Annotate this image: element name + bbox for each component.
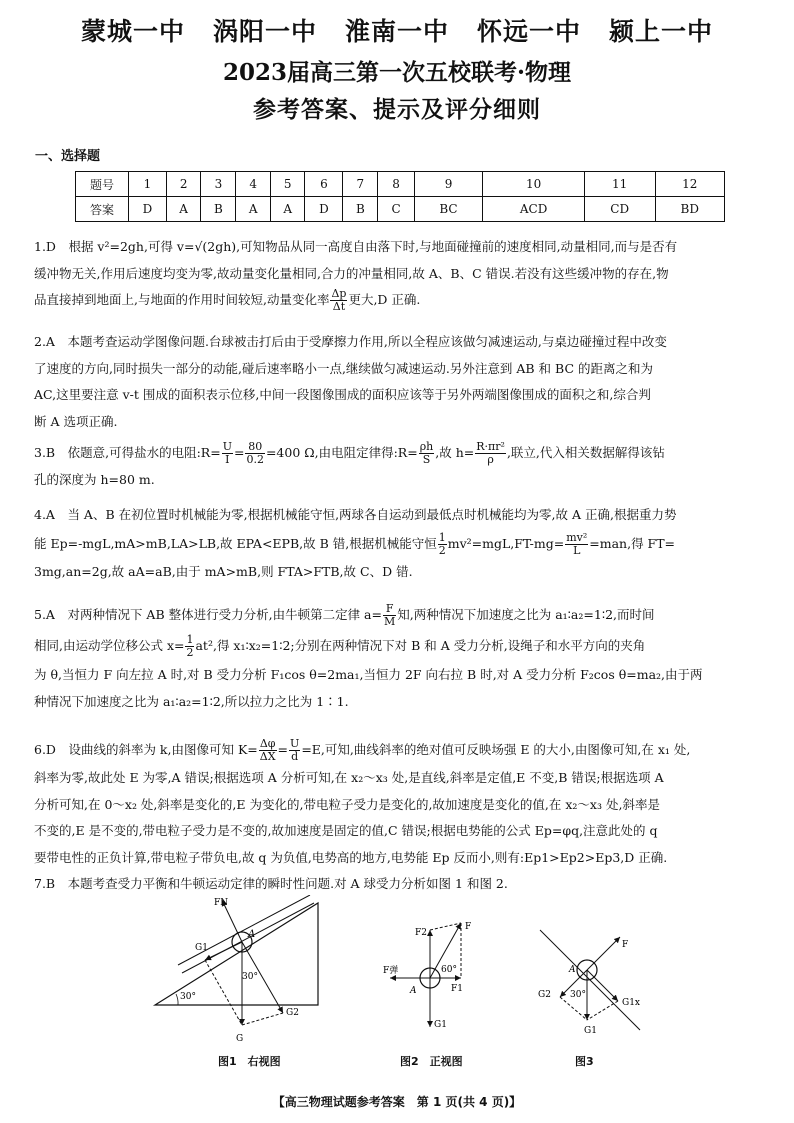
solution-text: 6.D 设曲线的斜率为 k,由图像可知 K= <box>34 742 258 757</box>
fraction <box>438 532 447 557</box>
school-name: 涡阳一中 <box>212 17 317 46</box>
exam-title: 2023届高三第一次五校联考·物理 <box>222 59 572 86</box>
table-row <box>76 172 725 197</box>
solution-text: = <box>233 445 245 460</box>
figure-3-caption: 图3 <box>575 1055 594 1068</box>
fraction <box>185 634 194 659</box>
fraction <box>259 738 277 763</box>
solution-text: ,联立,代入相关数据解得该钻 <box>506 445 665 460</box>
label-f-spring: F弹 <box>383 966 399 976</box>
question-number-cell: 5 <box>270 172 305 197</box>
fraction <box>475 441 506 466</box>
fraction <box>419 441 435 466</box>
solution-line: 缓冲物无关,作用后速度均变为零,故动量变化量相同,合力的冲量相同,故 A、B、C 错误.若没有这些缓冲物的存在,物 <box>34 265 669 281</box>
solution-line: 种情况下加速度之比为 a₁∶a₂=1∶2,所以拉力之比为 1∶1. <box>34 693 349 709</box>
answer-cell: A <box>236 197 271 222</box>
question-number-cell: 6 <box>305 172 343 197</box>
label-g1: G1 <box>434 1020 447 1030</box>
label-f1: F1 <box>451 984 463 994</box>
label-angle: 30° <box>242 972 258 982</box>
numerator: F <box>383 603 396 616</box>
figure-1-caption: 图1 右视图 <box>218 1055 281 1068</box>
question-number-cell: 10 <box>483 172 585 197</box>
denominator: 0.2 <box>246 453 264 466</box>
label-g1: G1 <box>195 943 208 953</box>
page-footer: 【高三物理试题参考答案 第 1 页(共 4 页)】 <box>272 1095 522 1109</box>
answer-cell: D <box>129 197 167 222</box>
question-number-cell: 7 <box>343 172 378 197</box>
solution-line <box>34 529 764 559</box>
dashed-line <box>430 923 461 930</box>
question-number-cell: 4 <box>236 172 271 197</box>
label-a: A <box>569 965 576 975</box>
figure-3-diagram <box>530 925 650 1040</box>
solution-text: mv²=mgL,FT-mg= <box>447 535 565 551</box>
solution-text: ,故 h= <box>435 445 475 460</box>
solution-q6 <box>34 735 764 871</box>
label-g2: G2 <box>286 1008 299 1018</box>
numerator: 1 <box>186 633 194 646</box>
label-angle: 60° <box>441 965 457 975</box>
solution-text: 相同,由运动学位移公式 x= <box>34 638 185 653</box>
solution-line: 7.B 本题考查受力平衡和牛顿运动定律的瞬时性问题.对 A 球受力分析如图 1 和图 2. <box>34 876 508 891</box>
solution-line <box>34 630 764 662</box>
answer-cell: ACD <box>483 197 585 222</box>
numerator: 80 <box>245 441 265 454</box>
dashed-line <box>205 960 242 1025</box>
solution-line <box>34 440 764 467</box>
solution-line <box>34 735 764 765</box>
numerator: Δφ <box>259 737 276 750</box>
solution-line <box>34 600 764 630</box>
solution-line: 不变的,E 是不变的,带电粒子受力是不变的,故加速度是固定的值,C 错误;根据电势能的公式 Ep=φq,注意此处的 q <box>34 823 658 838</box>
solution-line: 为 θ,当恒力 F 向左拉 A 时,对 B 受力分析 F₁cos θ=2ma₁,当恒力 2F 向右拉 B 时,对 A 受力分析 F₂cos θ=ma₂,由于两 <box>34 667 703 682</box>
force-f-arrow <box>587 937 620 970</box>
answer-cell: B <box>201 197 236 222</box>
label-a: A <box>410 986 417 996</box>
label-g1: G1 <box>584 1026 597 1036</box>
label-angle: 30° <box>570 990 586 1000</box>
fraction <box>289 738 300 763</box>
denominator: M <box>384 615 396 628</box>
solution-line: 2.A 本题考查运动学图像问题.台球被击打后由于受摩擦力作用,所以全程应该做匀减速运动,与桌边碰撞过程中改变 <box>34 334 667 349</box>
school-name: 怀远一中 <box>477 17 582 46</box>
label-g: G <box>236 1034 244 1044</box>
school-name: 蒙城一中 <box>80 17 185 46</box>
solution-line: 分析可知,在 0～x₂ 处,斜率是变化的,E 为变化的,带电粒子受力是变化的,故加速度是变化的值,在 x₂～x₃ 处,斜率是 <box>34 796 660 812</box>
solution-line: AC,这里要注意 v-t 围成的面积表示位移,中间一段图像围成的面积应该等于另外两端图像围成的面积之和,综合判 <box>34 387 651 402</box>
table-header-cell: 答案 <box>76 197 129 222</box>
answer-cell: BD <box>655 197 724 222</box>
label-g2: G2 <box>538 990 551 1000</box>
rod-line <box>178 895 310 965</box>
answer-cell: BC <box>414 197 483 222</box>
fraction <box>330 288 347 313</box>
denominator: 2 <box>438 543 446 557</box>
solution-line: 斜率为零,故此处 E 为零,A 错误;根据选项 A 分析可知,在 x₂～x₃ 处,是直线,斜率是定值,E 不变,B 错误;根据选项 A <box>34 770 664 785</box>
denominator: d <box>291 750 299 763</box>
answer-cell: CD <box>584 197 655 222</box>
table-row <box>76 197 725 222</box>
solution-text: = <box>277 742 289 757</box>
question-number-cell: 11 <box>584 172 655 197</box>
fraction <box>565 532 588 557</box>
answer-cell: B <box>343 197 378 222</box>
solution-line: 1.D 根据 v²=2gh,可得 v=√(2gh),可知物品从同一高度自由落下时,与地面碰撞前的速度相同,动量相同,而与是否有 <box>34 239 678 254</box>
solution-text: 5.A 对两种情况下 AB 整体进行受力分析,由牛顿第二定律 a= <box>34 607 382 622</box>
numerator: 1 <box>438 530 446 544</box>
solution-line: 要带电性的正负计算,带电粒子带负电,故 q 为负值,电势高的地方,电势能 Ep 反而小,则有:Ep1>Ep2>Ep3,D 正确. <box>34 849 668 865</box>
denominator: L <box>573 543 581 557</box>
dashed-line <box>242 1013 283 1025</box>
question-number-cell: 8 <box>378 172 414 197</box>
numerator: R·πr² <box>476 440 505 453</box>
denominator: I <box>225 453 230 466</box>
solution-text: 3.B 依题意,可得盐水的电阻:R= <box>34 445 221 460</box>
answer-table <box>75 171 725 222</box>
label-f2: F2 <box>415 928 427 938</box>
table-header-cell: 题号 <box>76 172 129 197</box>
fraction <box>245 441 265 466</box>
solution-q4 <box>34 502 764 585</box>
solution-text: =man,得 FT= <box>589 535 676 551</box>
denominator: ρ <box>487 453 494 466</box>
solution-text: at²,得 x₁∶x₂=1∶2;分别在两种情况下对 B 和 A 受力分析,设绳子和水平方向的夹角 <box>195 638 646 653</box>
numerator: Δp <box>331 287 347 300</box>
solution-line: 4.A 当 A、B 在初位置时机械能为零,根据机械能守恒,两球各自运动到最低点时机械能均为零,故 A 正确,根据重力势 <box>34 507 677 522</box>
solution-line: 断 A 选项正确. <box>34 413 118 429</box>
figure-1-diagram <box>150 895 350 1045</box>
section-title: 一、选择题 <box>35 149 101 164</box>
solution-q3 <box>34 440 764 493</box>
solution-text: 能 Ep=-mgL,mA>mB,LA>LB,故 EPA<EPB,故 B 错,根据机械能守恒 <box>34 535 437 551</box>
solution-q2 <box>34 329 764 435</box>
solution-text: 更大,D 正确. <box>348 292 421 307</box>
document-subtitle: 参考答案、提示及评分细则 <box>253 96 541 123</box>
denominator: S <box>422 453 431 466</box>
dashed-line <box>587 1001 618 1020</box>
solution-text: 品直接掉到地面上,与地面的作用时间较短,动量变化率 <box>34 292 330 307</box>
fraction <box>383 603 396 628</box>
incline-block <box>155 903 318 1005</box>
denominator: 2 <box>186 646 194 659</box>
force-g1x-arrow <box>587 970 618 1001</box>
angle-arc <box>176 994 178 1005</box>
label-a: A <box>248 929 256 940</box>
label-g1x: G1x <box>622 998 640 1008</box>
label-f: F <box>622 940 629 950</box>
solution-line <box>34 287 764 314</box>
answer-cell: A <box>166 197 201 222</box>
dashed-line <box>560 997 587 1020</box>
numerator: mv² <box>566 530 588 544</box>
label-angle: 30° <box>180 992 196 1002</box>
school-name: 淮南一中 <box>344 17 449 46</box>
numerator: U <box>290 737 300 750</box>
answer-cell: D <box>305 197 343 222</box>
answer-cell: C <box>378 197 414 222</box>
solution-line: 3mg,an=2g,故 aA=aB,由于 mA>mB,则 FTA>FTB,故 C、D 错. <box>34 563 413 579</box>
solution-text: 知,两种情况下加速度之比为 a₁∶a₂=1∶2,而时间 <box>397 607 655 622</box>
answer-cell: A <box>270 197 305 222</box>
denominator: Δt <box>332 300 346 313</box>
question-number-cell: 2 <box>166 172 201 197</box>
numerator: ρh <box>419 440 434 453</box>
question-number-cell: 1 <box>129 172 167 197</box>
solution-q7 <box>34 871 764 898</box>
solution-q1 <box>34 234 764 314</box>
label-fn: FN <box>214 898 229 908</box>
solution-text: =400 Ω,由电阻定律得:R= <box>265 445 418 460</box>
school-name: 颍上一中 <box>609 17 714 46</box>
solution-text: =E,可知,曲线斜率的绝对值可反映场强 E 的大小,由图像可知,在 x₁ 处, <box>301 742 691 757</box>
solution-line: 了速度的方向,同时损失一部分的动能,碰后速率略小一点,继续做匀减速运动.另外注意到 AB 和 BC 的距离之和为 <box>34 360 653 376</box>
label-f: F <box>465 922 472 932</box>
question-number-cell: 12 <box>655 172 724 197</box>
school-list <box>0 12 794 48</box>
fraction <box>222 441 233 466</box>
solution-line: 孔的深度为 h=80 m. <box>34 471 155 487</box>
numerator: U <box>222 440 232 453</box>
figure-2-caption: 图2 正视图 <box>400 1055 463 1068</box>
solution-q5 <box>34 600 764 715</box>
question-number-cell: 9 <box>414 172 483 197</box>
denominator: ΔX <box>259 750 276 763</box>
figure-2-diagram <box>375 915 495 1040</box>
question-number-cell: 3 <box>201 172 236 197</box>
